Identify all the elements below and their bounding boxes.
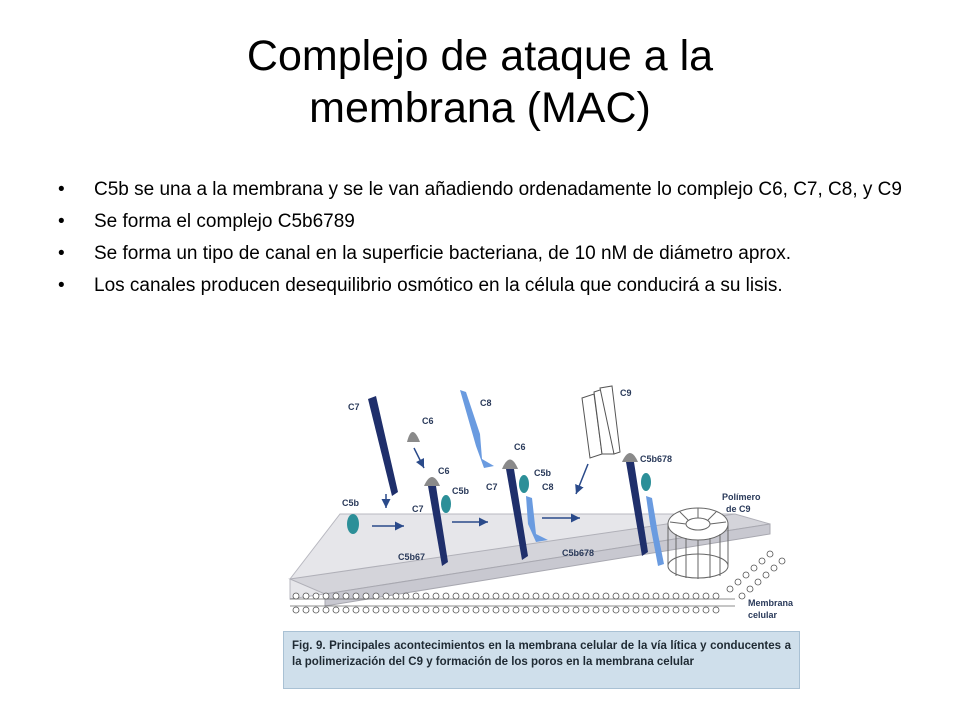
c5b-molecule bbox=[347, 514, 359, 534]
label-c5b-left: C5b bbox=[342, 498, 360, 508]
label-c7-third: C7 bbox=[486, 482, 498, 492]
c7-molecule bbox=[368, 396, 398, 496]
bullet-item bbox=[58, 178, 908, 201]
label-polimero: Polímero bbox=[722, 492, 761, 502]
label-c8-top: C8 bbox=[480, 398, 492, 408]
title-line-1: Complejo de ataque a la bbox=[246, 32, 714, 80]
title-line-2: membrana (MAC) bbox=[309, 84, 651, 132]
label-c5b678-bottom: C5b678 bbox=[562, 548, 595, 558]
label-c8-third: C8 bbox=[542, 482, 554, 492]
label-membrana: Membrana bbox=[748, 598, 794, 608]
c9-molecule bbox=[582, 386, 620, 458]
bullet-text: Se forma un tipo de canal en la superficie bacteriana, de 10 nM de diámetro aprox. bbox=[94, 243, 792, 264]
label-c6-third: C6 bbox=[514, 442, 526, 452]
bullet-dot: • bbox=[58, 211, 65, 232]
bullet-text: Se forma el complejo C5b6789 bbox=[94, 211, 355, 232]
c6-molecule bbox=[407, 432, 420, 442]
label-c9-top: C9 bbox=[620, 388, 632, 398]
bullet-dot: • bbox=[58, 275, 65, 296]
figure-caption: Fig. 9. Principales acontecimientos en la membrana celular de la vía lítica y conducentes a la polimerización del C9 y formación de los poros en la membrana celular bbox=[283, 631, 800, 689]
mac-diagram bbox=[280, 384, 810, 634]
bullet-item bbox=[58, 210, 908, 233]
label-c5b678: C5b678 bbox=[640, 454, 673, 464]
label-c5b67: C5b67 bbox=[398, 552, 426, 562]
label-celular: celular bbox=[748, 610, 778, 620]
label-c5b-mid: C5b bbox=[452, 486, 470, 496]
label-c6-mid: C6 bbox=[438, 466, 450, 476]
bullet-dot: • bbox=[58, 243, 65, 264]
label-c7-top: C7 bbox=[348, 402, 360, 412]
bullet-text: Los canales producen desequilibrio osmótico en la célula que conducirá a su lisis. bbox=[94, 275, 783, 296]
bullet-item bbox=[58, 242, 908, 265]
bullet-text: C5b se una a la membrana y se le van añadiendo ordenadamente lo complejo C6, C7, C8, y C9 bbox=[94, 179, 902, 200]
bullet-list bbox=[58, 178, 908, 306]
bullet-item bbox=[58, 274, 908, 297]
label-de-c9: de C9 bbox=[726, 504, 751, 514]
label-c7-mid: C7 bbox=[412, 504, 424, 514]
label-c5b-third: C5b bbox=[534, 468, 552, 478]
bullet-dot: • bbox=[58, 179, 65, 200]
slide-title bbox=[0, 30, 960, 134]
label-c6-top: C6 bbox=[422, 416, 434, 426]
